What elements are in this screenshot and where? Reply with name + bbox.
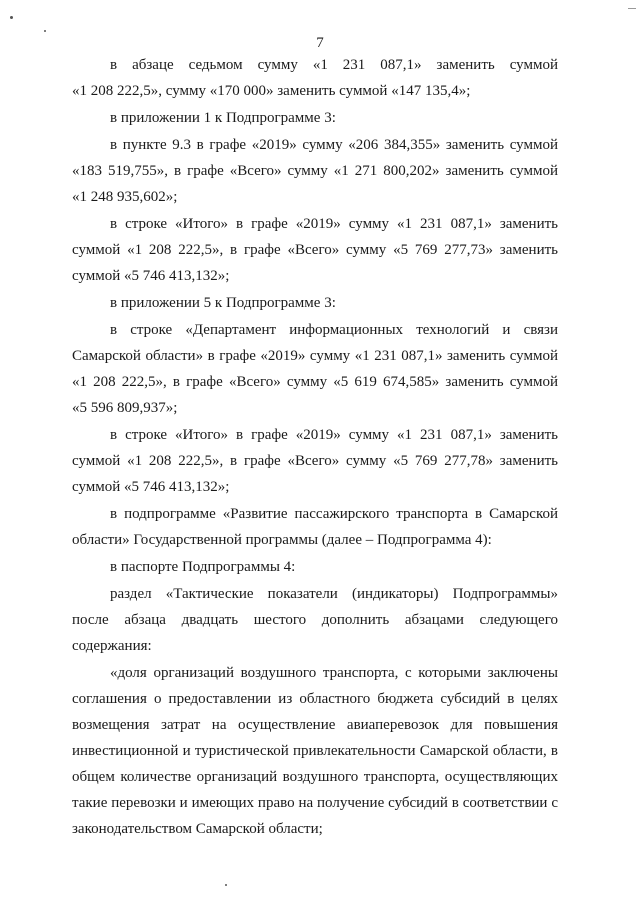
text-line: содержания: <box>72 638 152 654</box>
text-line: в подпрограмме «Развитие пассажирского транспорта в Самарской <box>110 506 558 522</box>
text-line: в строке «Департамент информационных технологий и связи <box>110 322 558 338</box>
text-line: раздел «Тактические показатели (индикаторы) Подпрограммы» <box>110 586 558 602</box>
text-line: в абзаце седьмом сумму «1 231 087,1» заменить суммой <box>110 57 558 73</box>
text-line: суммой «1 208 222,5», в графе «Всего» сумму «5 769 277,78» заменить <box>72 453 558 469</box>
text-line: «183 519,755», в графе «Всего» сумму «1 271 800,202» заменить суммой <box>72 163 558 179</box>
text-line: в паспорте Подпрограммы 4: <box>110 559 296 575</box>
page-number: 7 <box>316 35 324 51</box>
scan-speck <box>225 884 227 886</box>
paragraph-3 <box>72 132 558 210</box>
scan-speck <box>10 16 13 19</box>
text-line: в приложении 5 к Подпрограмме 3: <box>110 295 336 311</box>
scan-speck <box>628 8 636 9</box>
text-line: в строке «Итого» в графе «2019» сумму «1 231 087,1» заменить <box>110 216 558 232</box>
paragraph-6 <box>72 317 558 421</box>
paragraph-2 <box>72 105 558 131</box>
text-line: в строке «Итого» в графе «2019» сумму «1 231 087,1» заменить <box>110 427 558 443</box>
paragraph-11 <box>72 660 558 842</box>
text-line: общем количестве организаций воздушного транспорта, осуществляющих <box>72 769 558 785</box>
paragraph-5 <box>72 290 558 316</box>
text-line: «1 208 222,5», в графе «Всего» сумму «5 619 674,585» заменить суммой <box>72 374 558 390</box>
paragraph-9 <box>72 554 558 580</box>
paragraph-4 <box>72 211 558 289</box>
text-line: после абзаца двадцать шестого дополнить абзацами следующего <box>72 612 558 628</box>
text-line: в пункте 9.3 в графе «2019» сумму «206 384,355» заменить суммой <box>110 137 558 153</box>
paragraph-8 <box>72 501 558 553</box>
text-line: «1 248 935,602»; <box>72 189 178 205</box>
paragraph-10 <box>72 581 558 659</box>
text-line: инвестиционной и туристической привлекательности Самарской области, в <box>72 743 558 759</box>
paragraph-1 <box>72 52 558 104</box>
text-line: суммой «5 746 413,132»; <box>72 268 230 284</box>
text-line: законодательством Самарской области; <box>72 821 323 837</box>
text-line: Самарской области» в графе «2019» сумму «1 231 087,1» заменить суммой <box>72 348 558 364</box>
text-line: такие перевозки и имеющих право на получение субсидий в соответствии с <box>72 795 558 811</box>
document-body <box>72 52 558 843</box>
text-line: области» Государственной программы (далее – Подпрограмма 4): <box>72 532 492 548</box>
scan-speck <box>44 30 46 32</box>
text-line: соглашения о предоставлении из областного бюджета субсидий в целях <box>72 691 558 707</box>
text-line: суммой «5 746 413,132»; <box>72 479 230 495</box>
text-line: возмещения затрат на осуществление авиаперевозок для повышения <box>72 717 558 733</box>
paragraph-7 <box>72 422 558 500</box>
text-line: суммой «1 208 222,5», в графе «Всего» сумму «5 769 277,73» заменить <box>72 242 558 258</box>
text-line: в приложении 1 к Подпрограмме 3: <box>110 110 336 126</box>
text-line: «доля организаций воздушного транспорта, с которыми заключены <box>110 665 558 681</box>
text-line: «5 596 809,937»; <box>72 400 178 416</box>
text-line: «1 208 222,5», сумму «170 000» заменить суммой «147 135,4»; <box>72 83 471 99</box>
